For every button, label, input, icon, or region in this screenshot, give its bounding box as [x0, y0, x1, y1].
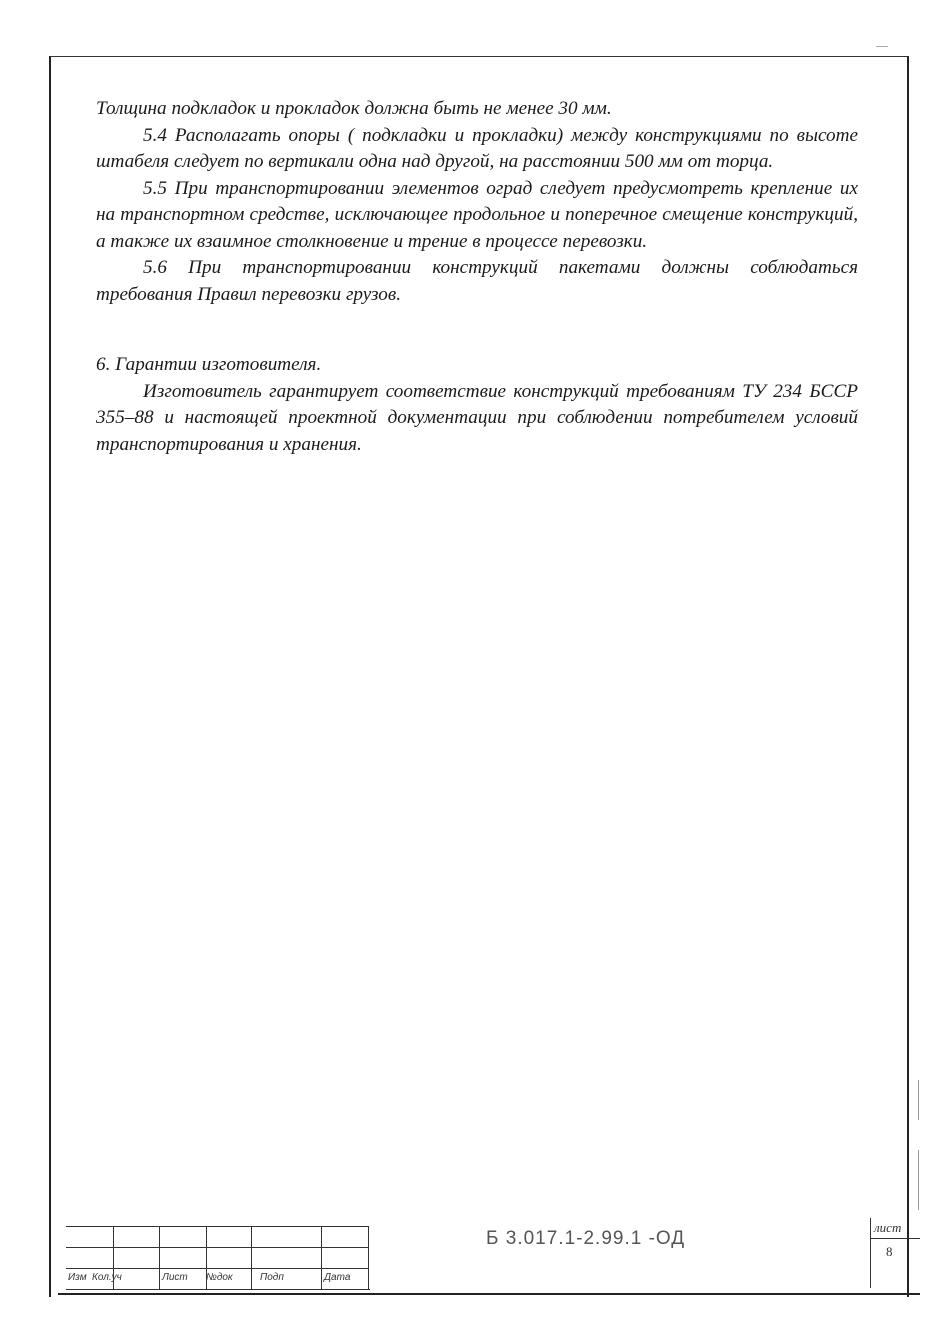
margin-tick [918, 1150, 919, 1210]
top-right-dash [876, 46, 888, 47]
stamp-label-ndok: №док [206, 1272, 233, 1283]
stamp-label-data: Дата [324, 1272, 351, 1283]
stamp-line [66, 1226, 368, 1227]
stamp-label-kol: Кол.уч [92, 1272, 122, 1283]
stamp-label-izm: Изм [68, 1272, 87, 1283]
document-body [96, 96, 858, 458]
document-number: Б 3.017.1-2.99.1 -ОД [486, 1228, 686, 1249]
stamp-divider [159, 1226, 160, 1290]
sheet-label: лист [874, 1220, 902, 1235]
stamp-label-list: Лист [162, 1272, 188, 1283]
frame-bottom-line [58, 1293, 920, 1295]
stamp-divider [368, 1226, 369, 1290]
margin-tick [918, 1080, 919, 1120]
sheet-box-divider [870, 1238, 920, 1239]
stamp-line [66, 1268, 368, 1269]
sheet-box-left [870, 1218, 871, 1288]
stamp-line [66, 1289, 370, 1290]
stamp-divider [321, 1226, 322, 1290]
stamp-divider [251, 1226, 252, 1290]
stamp-label-podp: Подп [260, 1272, 284, 1283]
section-heading: 6. Гарантии изготовителя. [96, 354, 322, 375]
paragraph-thickness: Толщина подкладок и прокладок должна быть не менее 30 мм. [96, 98, 612, 119]
paragraph-5-6: 5.6 При транспортировании конструкций пакетами должны соблюдаться требования Правил перевозки грузов. [96, 257, 858, 305]
sheet-number: 8 [886, 1244, 893, 1259]
paragraph-guarantee: Изготовитель гарантирует соответствие конструкций требованиям ТУ 234 БССР 355–88 и настоящей проектной документации при соблюдении потребителем условий транспортирования и хранения. [96, 380, 858, 455]
stamp-line [66, 1247, 368, 1248]
paragraph-5-5: 5.5 При транспортировании элементов оград следует предусмотреть крепление их на транспортном средстве, исключающее продольное и поперечное смещение конструкций, а также их взаимное столкновение и трение в процессе перевозки. [96, 177, 858, 252]
paragraph-5-4: 5.4 Располагать опоры ( подкладки и прокладки) между конструкциями по высоте штабеля следует по вертикали одна над другой, на расстоянии 500 мм от торца. [96, 124, 858, 172]
